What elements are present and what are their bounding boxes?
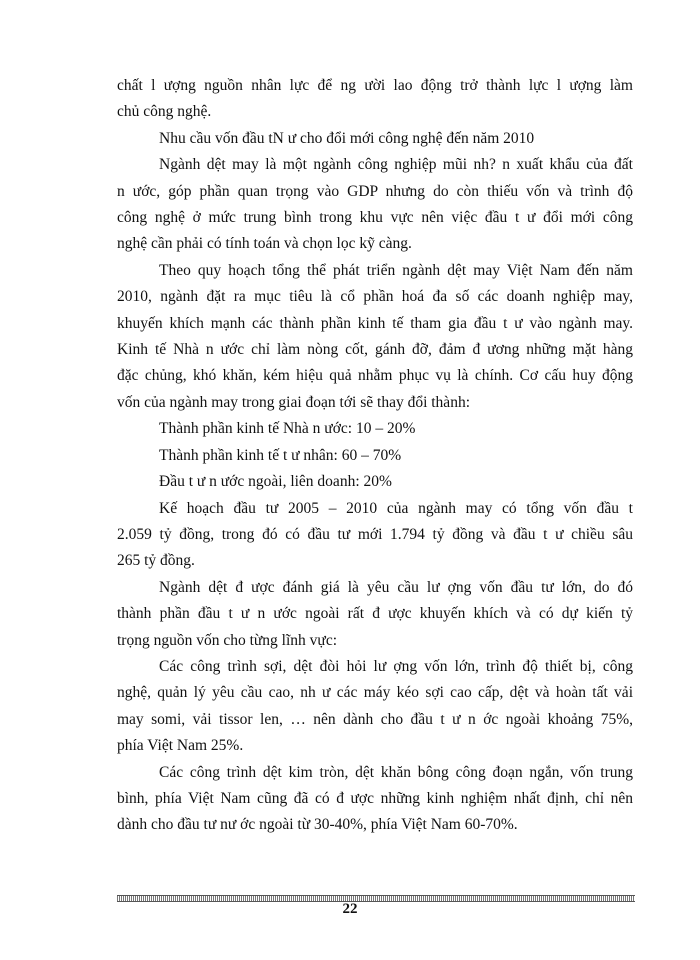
text-line: dành cho đầu tư nư ớc ngoài từ 30-40%, phía Việt Nam 60-70%. bbox=[117, 816, 518, 834]
text-line: bình, phía Việt Nam cũng đã có đ ược những kinh nghiệm nhất định, chỉ nên bbox=[117, 789, 633, 807]
page-number: 22 bbox=[342, 901, 358, 917]
text-line: Ngành dệt đ ược đánh giá là yêu cầu lư ợng vốn đầu tư lớn, do đó bbox=[159, 578, 633, 596]
text-line: Các công trình sợi, dệt đòi hỏi lư ợng vốn lớn, trình độ thiết bị, công bbox=[159, 657, 633, 675]
text-line: chủ công nghệ. bbox=[117, 103, 212, 121]
text-line: n ước, góp phần quan trọng vào GDP nhưng do còn thiếu vốn và trình độ bbox=[117, 182, 633, 200]
text-line: nghệ, quản lý yêu cầu cao, nh ư các máy kéo sợi cao cấp, dệt và hoàn tất vải bbox=[117, 684, 633, 702]
text-line: Kinh tế Nhà n ước chỉ làm nòng cốt, gánh đỡ, đảm đ ương những mặt hàng bbox=[117, 341, 633, 359]
text-line: 2010, ngành đặt ra mục tiêu là cổ phần hoá đa số các doanh nghiệp may, bbox=[117, 288, 633, 306]
text-line: nghệ cần phải có tính toán và chọn lọc kỹ càng. bbox=[117, 235, 412, 253]
text-line: 2.059 tỷ đồng, trong đó có đầu tư mới 1.794 tỷ đồng và đầu t ư chiều sâu bbox=[117, 525, 633, 543]
text-line: khuyến khích mạnh các thành phần kinh tế tham gia đầu t ư vào ngành may. bbox=[117, 314, 633, 332]
text-line: đặc chủng, khó khăn, kém hiệu quả nhằm phục vụ là chính. Cơ cấu huy động bbox=[117, 367, 633, 385]
text-line: trọng nguồn vốn cho từng lĩnh vực: bbox=[117, 631, 338, 649]
text-line: Đầu t ư n ước ngoài, liên doanh: 20% bbox=[159, 473, 392, 491]
text-line: vốn của ngành may trong giai đoạn tới sẽ thay đổi thành: bbox=[117, 393, 470, 411]
text-line: phía Việt Nam 25%. bbox=[117, 737, 244, 755]
text-line: thành phần đầu t ư n ước ngoài rất đ ược khuyến khích và có dự kiến tỷ bbox=[117, 605, 633, 623]
page-body bbox=[117, 73, 633, 839]
text-line: chất l ượng nguồn nhân lực để ng ười lao động trở thành lực l ượng làm bbox=[117, 77, 633, 94]
text-line: Các công trình dệt kim tròn, dệt khăn bông công đoạn ngắn, vốn trung bbox=[159, 763, 633, 781]
text-line: Thành phần kinh tế Nhà n ước: 10 – 20% bbox=[159, 420, 416, 438]
text-line: Nhu cầu vốn đầu tN ư cho đổi mới công nghệ đến năm 2010 bbox=[159, 129, 535, 147]
text-line: Thành phần kinh tế t ư nhân: 60 – 70% bbox=[159, 446, 402, 464]
text-line: công nghệ ở mức trung bình trong khu vực nên việc đầu t ư đổi mới công bbox=[117, 209, 633, 227]
text-line: Ngành dệt may là một ngành công nghiệp mũi nh? n xuất khẩu của đất bbox=[159, 156, 633, 174]
text-line: Theo quy hoạch tổng thể phát triển ngành dệt may Việt Nam đến năm bbox=[159, 261, 633, 279]
text-line: Kế hoạch đầu tư 2005 – 2010 của ngành may có tổng vốn đầu t bbox=[159, 499, 633, 517]
text-line: may somi, vải tissor len, … nên dành cho đầu t ư n ớc ngoài khoảng 75%, bbox=[117, 710, 633, 728]
text-line: 265 tỷ đồng. bbox=[117, 552, 195, 570]
